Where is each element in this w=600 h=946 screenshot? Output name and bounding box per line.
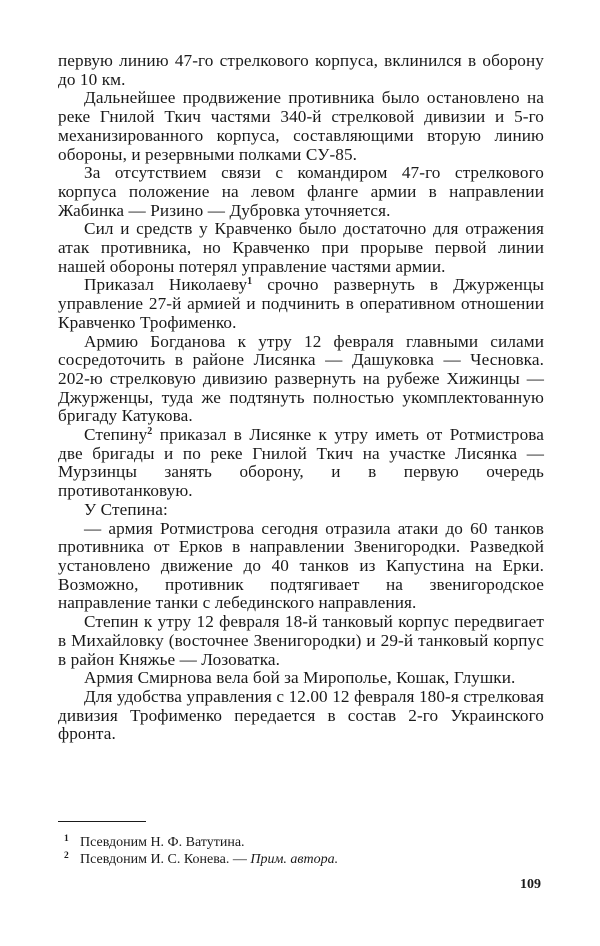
footnote-ref-2: 2 — [147, 426, 153, 438]
footnote-1 — [58, 835, 544, 852]
paragraph-2: Дальнейшее продвижение противника было остановлено на реке Гнилой Ткич частями 340-й стрелковой дивизии и 5-го механизированного корпуса, составляющими вторую линию обороны, и резервными полками СУ-85. — [58, 88, 544, 164]
paragraph-12: Для удобства управления с 12.00 12 февраля 180-я стрелковая дивизия Трофименко передается в состав 2-го Украинского фронта. — [58, 686, 544, 744]
paragraph-5 — [58, 276, 544, 332]
paragraph-4: Сил и средств у Кравченко было достаточно для отражения атак противника, но Кравченко при прорыве первой линии нашей обороны потерял управление частями армии. — [58, 219, 544, 276]
footnote-2-text: Псевдоним И. С. Конева. — — [80, 851, 251, 867]
footnote-1-number: 1 — [64, 834, 69, 844]
paragraph-7-start: Степину — [84, 425, 148, 445]
footnotes — [58, 835, 544, 868]
paragraph-5-start: Приказал Николаеву — [84, 275, 248, 295]
paragraph-11: Армия Смирнова вела бой за Мирополье, Кошак, Глушки. — [84, 668, 516, 688]
paragraph-7-rest: приказал в Лисянке к утру иметь от Ротмистрова две бригады и по реке Гнилой Ткич на участке Лисянка — Мурзинцы занять оборону, и в первую очередь противотанковую. — [58, 425, 544, 501]
footnote-2-number: 2 — [64, 850, 69, 861]
paragraph-6: Армию Богданова к утру 12 февраля главными силами сосредоточить в районе Лисянка — Дашуковка — Чесновка. 202-ю стрелковую дивизию развернуть на рубеже Хижинцы — Джурженцы, туда же подтянуть полностью укомплектованную бригаду Катукова. — [58, 331, 544, 426]
paragraph-9: — армия Ротмистрова сегодня отразила атаки до 60 танков противника от Ерков в направлении Звенигородки. Разведкой установлено движение до 40 танков из Капустина на Ерки. Возможно, противник подтягивает на звенигородское направление танки с лебединского направления. — [58, 518, 544, 613]
footnote-2-author-note: Прим. автора. — [250, 851, 339, 867]
paragraph-8: У Степина: — [84, 499, 168, 519]
footnote-ref-1: 1 — [247, 276, 253, 288]
paragraph-10: Степин к утру 12 февраля 18-й танковый корпус передвигает в Михайловку (восточнее Звенигородки) и 29-й танковый корпус в район Княжье — Лозоватка. — [58, 612, 544, 669]
paragraph-3: За отсутствием связи с командиром 47-го стрелкового корпуса положение на левом фланге армии в направлении Жабинка — Ризино — Дубровка уточняется. — [58, 163, 544, 220]
footnote-1-text: Псевдоним Н. Ф. Ватутина. — [80, 835, 245, 850]
footnote-2 — [58, 852, 544, 869]
footnote-divider — [58, 821, 146, 822]
paragraph-5-rest: срочно развернуть в Джурженцы управление 27-й армией и подчинить в оперативном отношении Кравченко Трофименко. — [58, 275, 544, 332]
page-body — [58, 52, 544, 744]
page-number: 109 — [520, 877, 541, 892]
paragraph-1: первую линию 47-го стрелкового корпуса, вклинился в оборону до 10 км. — [58, 51, 544, 89]
paragraph-7 — [58, 426, 544, 501]
